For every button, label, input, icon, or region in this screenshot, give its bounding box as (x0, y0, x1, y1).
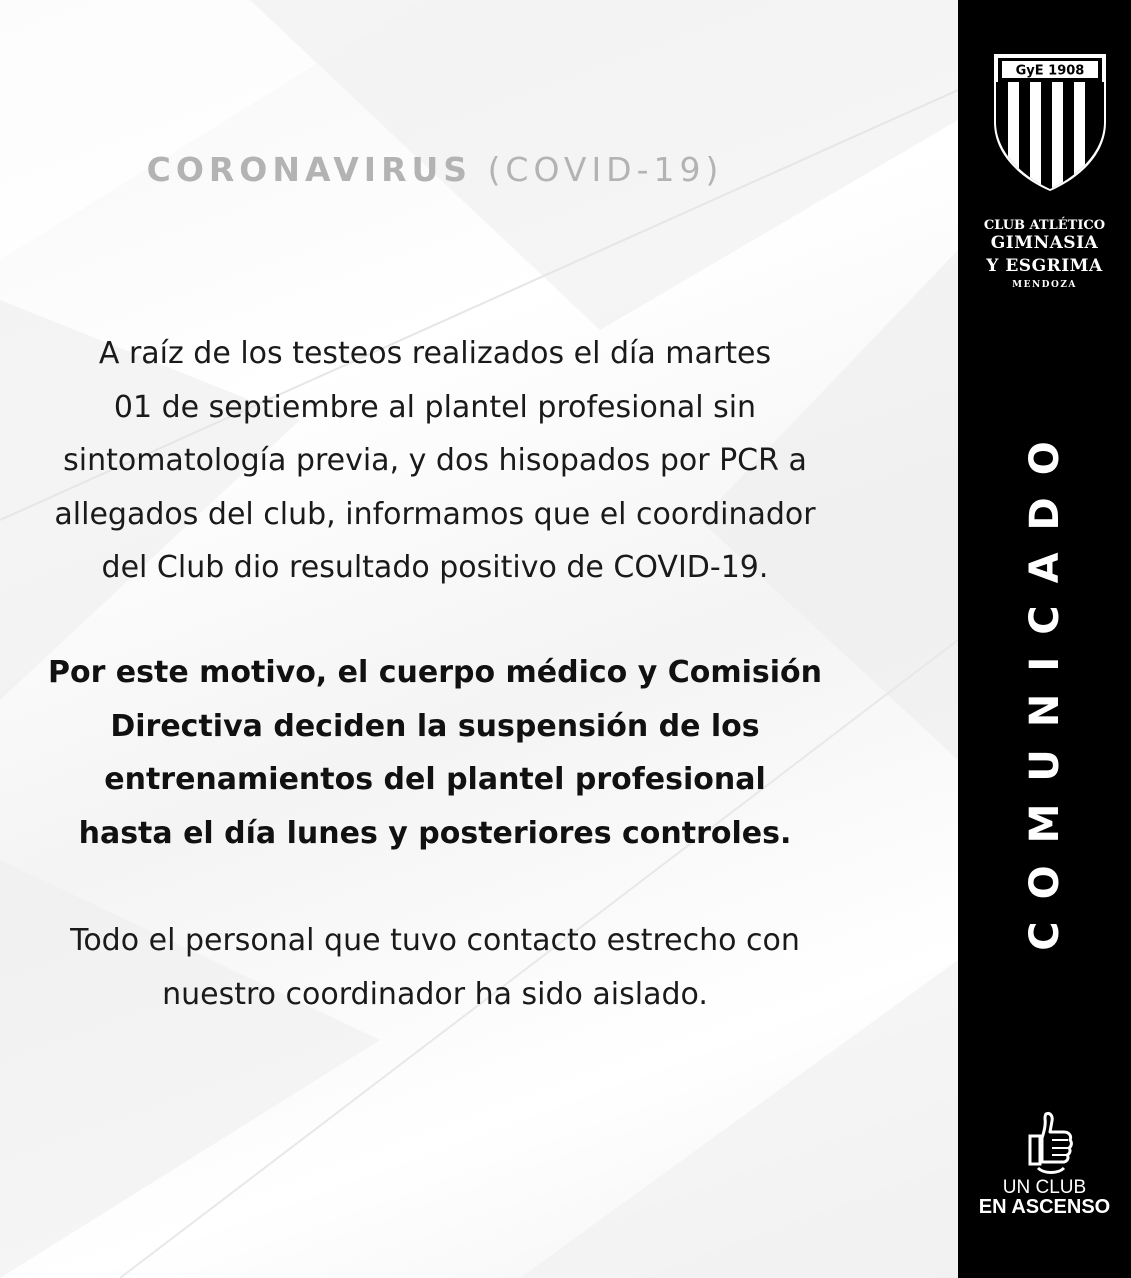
title-light: (COVID-19) (487, 150, 724, 189)
club-name-line-2: GIMNASIA (990, 233, 1099, 253)
slogan-line-2: EN ASCENSO (978, 1196, 1111, 1218)
text-line: Directiva deciden la suspensión de los (110, 708, 760, 744)
text-line: hasta el día lunes y posteriores controles. (78, 815, 792, 851)
page-title (0, 150, 870, 189)
crest-text: GyE 1908 (1015, 63, 1085, 79)
text-line: A raíz de los testeos realizados el día martes (98, 336, 772, 371)
vertical-label: COMUNICADO (1022, 419, 1068, 951)
text-line: Todo el personal que tuvo contacto estrecho con (70, 923, 800, 958)
text-line: Por este motivo, el cuerpo médico y Comisión (47, 655, 823, 690)
paragraph-isolation (0, 914, 870, 1021)
text-line: entrenamientos del plantel profesional (104, 762, 766, 797)
paragraph-testing (0, 327, 870, 595)
text-line: 01 de septiembre al plantel profesional sin (113, 389, 757, 425)
text-line: sintomatología previa, y dos hisopados por PCR a (63, 443, 807, 478)
thumbs-up-icon (1026, 1110, 1074, 1176)
paragraph-suspension (0, 646, 870, 860)
text-line: del Club dio resultado positivo de COVID-19. (101, 550, 769, 585)
title-bold: CORONAVIRUS (146, 150, 473, 189)
club-name-line-1: CLUB ATLÉTICO (983, 218, 1106, 233)
text-line: nuestro coordinador ha sido aislado. (162, 976, 708, 1012)
slogan-line-1: UN CLUB (1002, 1177, 1087, 1198)
club-name-city: MENDOZA (1012, 280, 1077, 290)
club-crest-icon (992, 52, 1108, 192)
text-line: allegados del club, informamos que el coordinador (54, 496, 816, 532)
club-name-line-3: Y ESGRIMA (986, 256, 1103, 276)
